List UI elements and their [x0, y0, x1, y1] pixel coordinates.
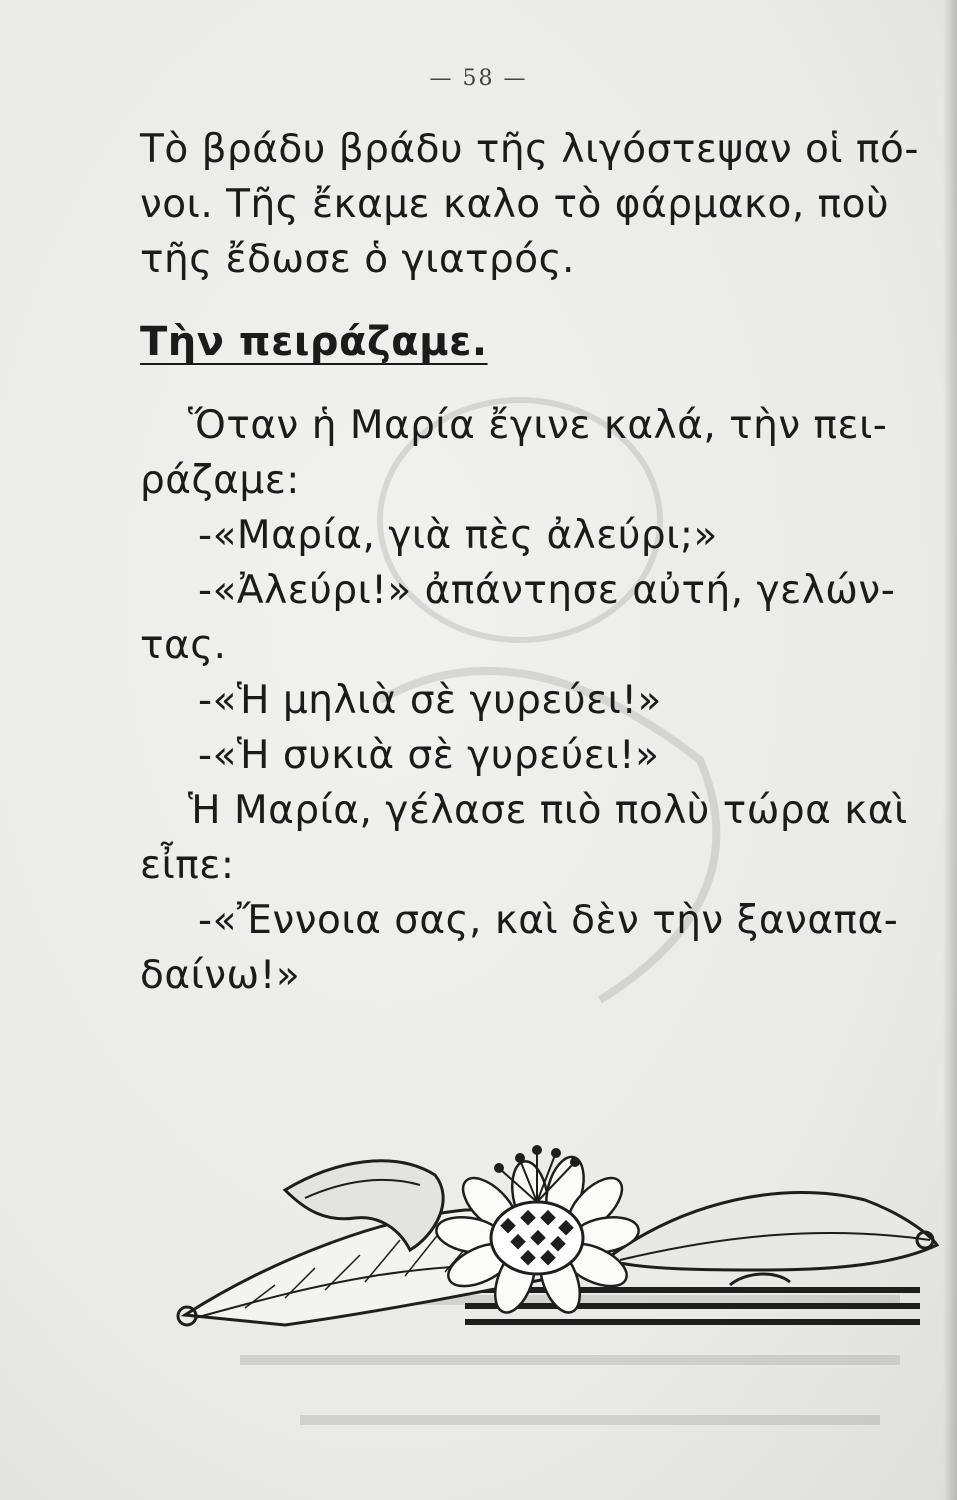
- dialogue-line: -«Μαρία, γιὰ πὲς ἀλεύρι;»: [198, 513, 718, 558]
- text-line: τας.: [140, 623, 227, 668]
- text-line: ράζαμε:: [140, 458, 300, 503]
- text-line: εἶπε:: [140, 843, 235, 888]
- dialogue-line: -«Ἡ συκιὰ σὲ γυρεύει!»: [198, 733, 660, 778]
- spacer: [140, 370, 940, 398]
- spine-shadow: [943, 0, 957, 1500]
- text-line: Ἡ Μαρία, γέλασε πιὸ πολὺ τώρα καὶ: [188, 788, 908, 833]
- spacer: [140, 287, 940, 315]
- text-line: Ὅταν ἡ Μαρία ἔγινε καλά, τὴν πει-: [188, 403, 888, 448]
- section-heading: Τὴν πειράζαμε.: [140, 319, 488, 365]
- dialogue-line: -«Ἡ μηλιὰ σὲ γυρεύει!»: [198, 678, 662, 723]
- text-line: νοι. Τῆς ἔκαμε καλο τὸ φάρμακο, ποὺ: [140, 182, 890, 227]
- dialogue-line: -«Ἔννοια σας, καὶ δὲν τὴν ξαναπα-: [198, 898, 899, 943]
- dialogue-line: -«Ἀλεύρι!» ἀπάντησε αὐτή, γελών-: [198, 568, 896, 613]
- section-heading-line: [140, 315, 940, 370]
- text-line: Τὸ βράδυ βράδυ τῆς λιγόστεψαν οἱ πό-: [140, 127, 919, 172]
- flower-leaves-ornament-icon: [165, 1140, 945, 1340]
- text-line: δαίνω!»: [140, 953, 301, 998]
- body-text: [140, 122, 940, 1003]
- page-number: — 58 —: [429, 66, 528, 91]
- text-line: τῆς ἔδωσε ὁ γιατρός.: [140, 237, 575, 282]
